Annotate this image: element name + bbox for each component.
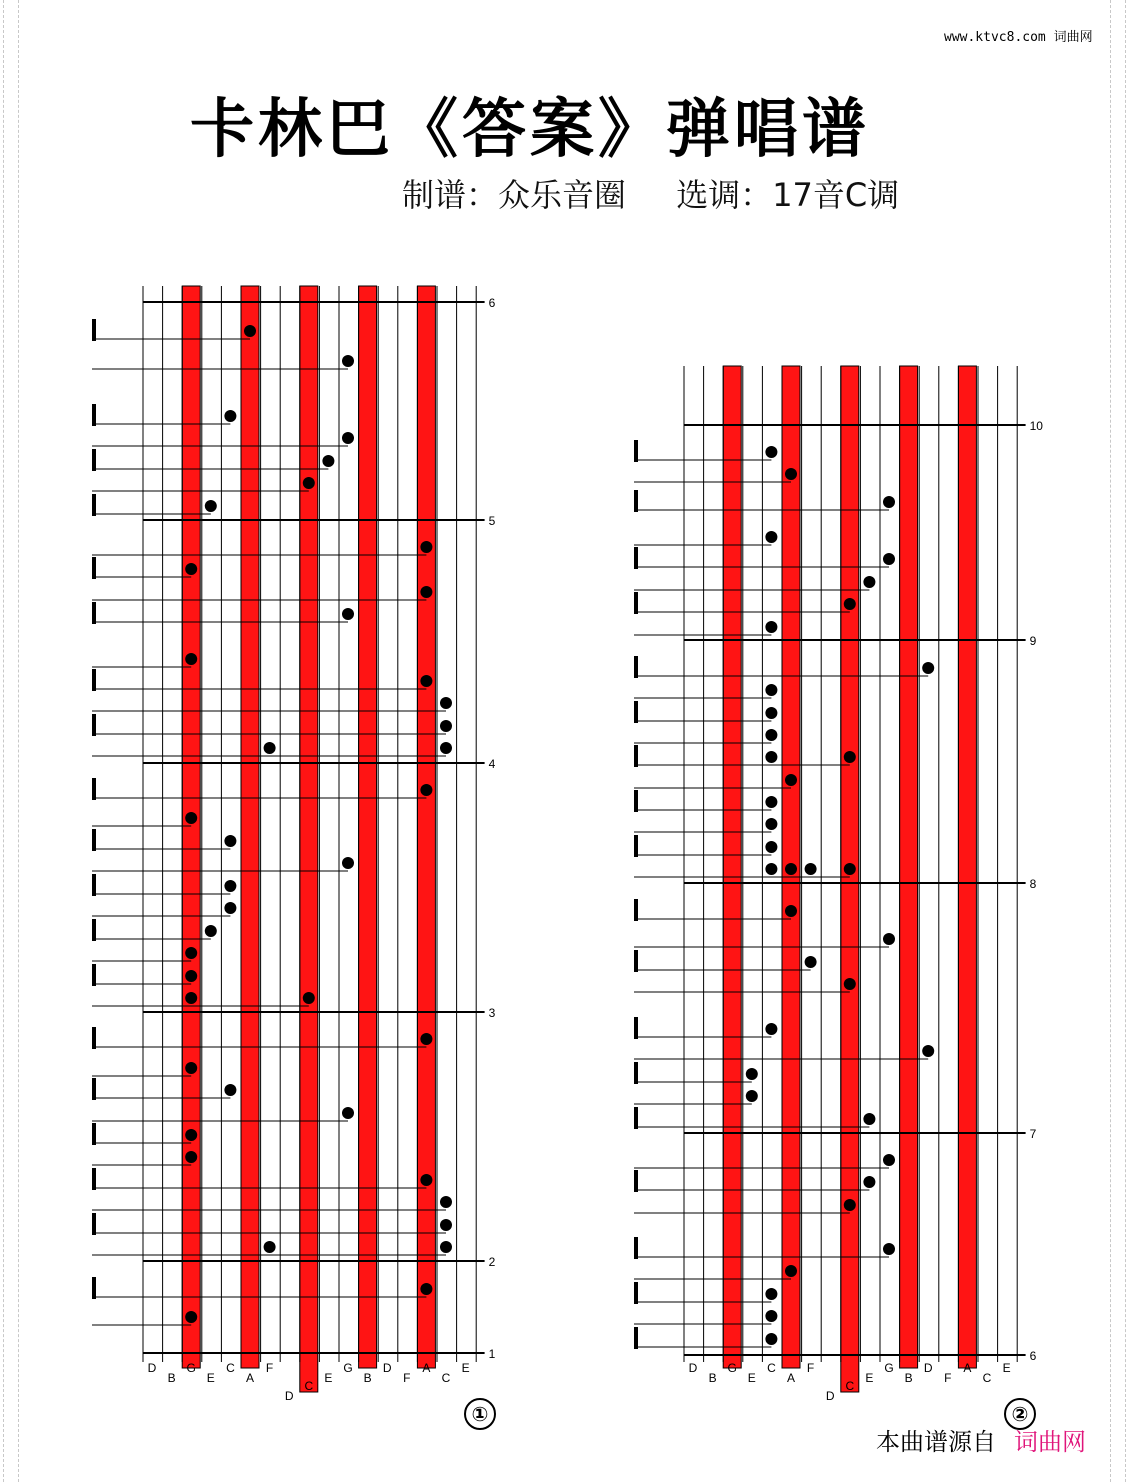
tine-label: E <box>1002 1361 1011 1375</box>
tine-label: G <box>186 1361 196 1375</box>
note-dot <box>440 1219 452 1231</box>
note-dot <box>844 978 856 990</box>
tine-label: E <box>461 1361 470 1375</box>
tine-label: D <box>284 1389 294 1403</box>
note-dot <box>765 729 777 741</box>
rhythm-bar <box>634 701 638 723</box>
note-dot <box>863 576 875 588</box>
tine-label: C <box>304 1379 314 1393</box>
rhythm-bar <box>634 899 638 921</box>
note-dot <box>765 1333 777 1345</box>
tine-label: A <box>786 1371 796 1385</box>
rhythm-bar <box>634 790 638 812</box>
note-dot <box>420 1174 432 1186</box>
footer-source-site: 词曲网 <box>1014 1428 1086 1456</box>
red-tine <box>958 366 976 1368</box>
note-dot <box>185 992 197 1004</box>
note-dot <box>765 841 777 853</box>
tine-label: E <box>865 1371 874 1385</box>
tine-label: B <box>363 1371 372 1385</box>
note-dot <box>342 432 354 444</box>
note-dot <box>420 586 432 598</box>
rhythm-bar <box>92 714 96 736</box>
rhythm-bar <box>92 1027 96 1049</box>
note-dot <box>765 863 777 875</box>
tine-label: D <box>688 1361 698 1375</box>
tine-label: C <box>226 1361 235 1375</box>
note-dot <box>342 608 354 620</box>
tine-label: F <box>944 1371 952 1385</box>
note-dot <box>420 541 432 553</box>
tine-label: B <box>904 1371 913 1385</box>
tine-label: B <box>708 1371 717 1385</box>
note-dot <box>420 784 432 796</box>
tine-label: F <box>403 1371 411 1385</box>
note-dot <box>185 1129 197 1141</box>
note-dot <box>185 947 197 959</box>
note-dot <box>883 1243 895 1255</box>
rhythm-bar <box>92 1123 96 1145</box>
tine-label: F <box>806 1361 815 1375</box>
note-dot <box>765 684 777 696</box>
note-dot <box>440 742 452 754</box>
note-dot <box>785 905 797 917</box>
note-dot <box>440 720 452 732</box>
rhythm-bar <box>92 778 96 800</box>
note-dot <box>765 621 777 633</box>
tine-label: G <box>884 1361 894 1375</box>
rhythm-bar <box>92 1213 96 1235</box>
measure-number: 5 <box>488 514 496 528</box>
site-url: www.ktvc8.com 词曲网 <box>944 30 1093 45</box>
note-dot <box>765 1288 777 1300</box>
note-dot <box>765 796 777 808</box>
red-tine <box>417 286 435 1368</box>
note-dot <box>205 500 217 512</box>
measure-number: 4 <box>488 757 496 771</box>
note-dot <box>224 835 236 847</box>
rhythm-bar <box>634 547 638 569</box>
note-dot <box>185 1151 197 1163</box>
tine-label: D <box>923 1361 933 1375</box>
note-dot <box>922 1045 934 1057</box>
note-dot <box>342 857 354 869</box>
tine-label: A <box>422 1361 431 1375</box>
note-dot <box>185 812 197 824</box>
note-dot <box>322 455 334 467</box>
rhythm-bar <box>634 1017 638 1039</box>
note-dot <box>420 1283 432 1295</box>
note-dot <box>765 1310 777 1322</box>
red-tine <box>841 366 859 1392</box>
rhythm-bar <box>92 494 96 516</box>
rhythm-bar <box>92 602 96 624</box>
tine-label: E <box>324 1371 333 1385</box>
rhythm-bar <box>92 449 96 471</box>
note-dot <box>785 1265 797 1277</box>
note-dot <box>765 707 777 719</box>
measure-number: 7 <box>1029 1127 1037 1141</box>
tine-label: C <box>845 1379 855 1393</box>
note-dot <box>303 992 315 1004</box>
note-dot <box>863 1176 875 1188</box>
arranger-label: 制谱：众乐音圈 <box>402 176 627 214</box>
measure-number: 6 <box>488 296 496 310</box>
note-dot <box>883 1154 895 1166</box>
tine-label: B <box>167 1371 176 1385</box>
rhythm-bar <box>92 1277 96 1299</box>
rhythm-bar <box>634 950 638 972</box>
note-dot <box>844 598 856 610</box>
rhythm-bar <box>634 835 638 857</box>
page-title: 卡林巴《答案》弹唱谱 <box>190 93 870 167</box>
tine-label: A <box>245 1371 255 1385</box>
note-dot <box>922 662 934 674</box>
rhythm-bar <box>92 829 96 851</box>
note-dot <box>185 563 197 575</box>
red-tine <box>359 286 377 1368</box>
note-dot <box>185 970 197 982</box>
note-dot <box>185 1062 197 1074</box>
note-dot <box>224 880 236 892</box>
rhythm-bar <box>634 656 638 678</box>
note-dot <box>342 1107 354 1119</box>
tine-label: G <box>727 1361 737 1375</box>
measure-number: 2 <box>488 1255 496 1269</box>
note-dot <box>785 774 797 786</box>
rhythm-bar <box>634 1062 638 1084</box>
note-dot <box>303 477 315 489</box>
rhythm-bar <box>634 592 638 614</box>
tine-label: E <box>747 1371 756 1385</box>
tine-label: C <box>441 1371 451 1385</box>
tine-label: D <box>825 1389 835 1403</box>
tine-label: C <box>767 1361 776 1375</box>
note-dot <box>863 1113 875 1125</box>
page-number-2: ② <box>1004 1398 1036 1430</box>
note-dot <box>883 496 895 508</box>
note-dot <box>805 863 817 875</box>
rhythm-bar <box>634 745 638 767</box>
rhythm-bar <box>92 964 96 986</box>
red-tine <box>900 366 918 1368</box>
rhythm-bar <box>634 1170 638 1192</box>
red-tine <box>300 286 318 1392</box>
note-dot <box>440 1241 452 1253</box>
rhythm-bar <box>92 1078 96 1100</box>
tine-label: F <box>265 1361 274 1375</box>
note-dot <box>205 925 217 937</box>
note-dot <box>440 697 452 709</box>
note-dot <box>224 410 236 422</box>
rhythm-bar <box>92 404 96 426</box>
tine-label: D <box>147 1361 157 1375</box>
note-dot <box>264 1241 276 1253</box>
rhythm-bar <box>634 1107 638 1129</box>
measure-number: 3 <box>488 1006 496 1020</box>
tine-label: C <box>982 1371 992 1385</box>
rhythm-bar <box>634 1282 638 1304</box>
key-label: 选调：17音C调 <box>676 176 900 214</box>
note-dot <box>420 1033 432 1045</box>
note-dot <box>185 653 197 665</box>
page-number-1: ① <box>464 1398 496 1430</box>
note-dot <box>883 933 895 945</box>
rhythm-bar <box>92 1168 96 1190</box>
note-dot <box>746 1090 758 1102</box>
tine-label: A <box>963 1361 972 1375</box>
note-dot <box>805 956 817 968</box>
tine-label: G <box>343 1361 353 1375</box>
note-dot <box>440 1196 452 1208</box>
rhythm-bar <box>634 1237 638 1259</box>
footer-source-label: 本曲谱源自 <box>876 1428 996 1456</box>
note-dot <box>244 325 256 337</box>
note-dot <box>785 863 797 875</box>
measure-number: 6 <box>1029 1349 1037 1363</box>
note-dot <box>224 1084 236 1096</box>
measure-number: 8 <box>1029 877 1037 891</box>
note-dot <box>765 1023 777 1035</box>
rhythm-bar <box>92 557 96 579</box>
rhythm-bar <box>92 874 96 896</box>
note-dot <box>342 355 354 367</box>
rhythm-bar <box>634 490 638 512</box>
rhythm-bar <box>634 440 638 462</box>
measure-number: 10 <box>1029 419 1043 433</box>
note-dot <box>185 1311 197 1323</box>
note-dot <box>883 553 895 565</box>
rhythm-bar <box>92 669 96 691</box>
note-dot <box>746 1068 758 1080</box>
note-dot <box>844 1199 856 1211</box>
note-dot <box>765 818 777 830</box>
rhythm-bar <box>92 919 96 941</box>
note-dot <box>224 902 236 914</box>
note-dot <box>765 751 777 763</box>
note-dot <box>765 446 777 458</box>
rhythm-bar <box>92 319 96 341</box>
note-dot <box>264 742 276 754</box>
tine-label: D <box>382 1361 392 1375</box>
note-dot <box>844 751 856 763</box>
red-tine <box>241 286 259 1368</box>
measure-number: 9 <box>1029 634 1037 648</box>
red-tine <box>723 366 741 1368</box>
tine-label: E <box>206 1371 215 1385</box>
red-tine <box>182 286 200 1368</box>
note-dot <box>785 468 797 480</box>
note-dot <box>420 675 432 687</box>
rhythm-bar <box>634 1327 638 1349</box>
measure-number: 1 <box>488 1347 496 1361</box>
note-dot <box>765 531 777 543</box>
note-dot <box>844 863 856 875</box>
